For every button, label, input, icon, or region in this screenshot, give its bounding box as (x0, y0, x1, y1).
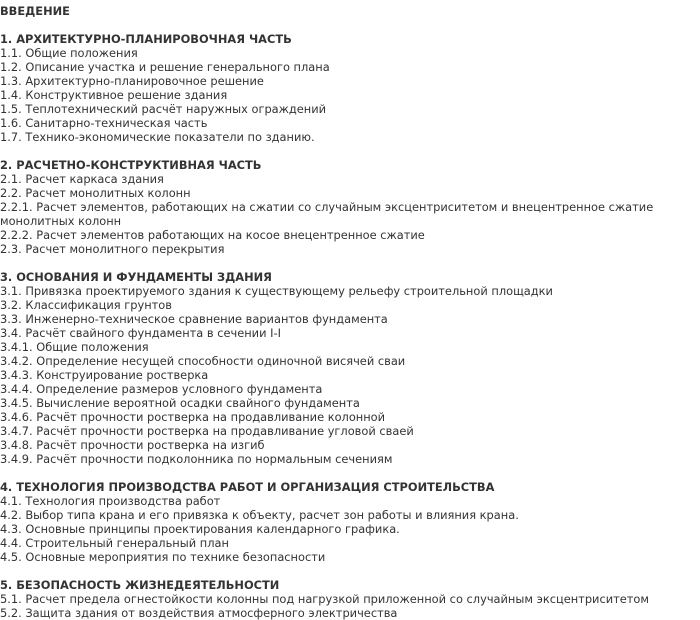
section-title: 1. АРХИТЕКТУРНО-ПЛАНИРОВОЧНАЯ ЧАСТЬ (0, 32, 292, 46)
toc-item: 3.4.9. Расчёт прочности подколонника по нормальным сечениям (0, 452, 393, 466)
toc-item: 2.2. Расчет монолитных колонн (0, 186, 191, 200)
section-title: 4. ТЕХНОЛОГИЯ ПРОИЗВОДСТВА РАБОТ И ОРГАНИЗАЦИЯ СТРОИТЕЛЬСТВА (0, 480, 495, 494)
toc-item: 1.2. Описание участка и решение генерального плана (0, 60, 330, 74)
section-title: 5. БЕЗОПАСНОСТЬ ЖИЗНЕДЕЯТЕЛЬНОСТИ (0, 578, 280, 592)
toc-item: 3.4.2. Определение несущей способности одиночной висячей сваи (0, 354, 406, 368)
toc-item: 4.1. Технология производства работ (0, 494, 221, 508)
section-title: 2. РАСЧЕТНО-КОНСТРУКТИВНАЯ ЧАСТЬ (0, 158, 262, 172)
toc-item: 3.2. Классификация грунтов (0, 298, 172, 312)
toc-item: 1.7. Технико-экономические показатели по зданию. (0, 130, 315, 144)
section-5 (0, 578, 700, 620)
toc-item: 1.6. Санитарно-техническая часть (0, 116, 208, 130)
toc-item: 2.2.1. Расчет элементов, работающих на сжатии со случайным эксцентриситетом и внецентренное сжатие монолитных колонн (0, 200, 654, 228)
toc-item: 1.3. Архитектурно-планировочное решение (0, 74, 264, 88)
toc-item: 3.4.4. Определение размеров условного фундамента (0, 382, 323, 396)
toc-item: 4.5. Основные мероприятия по технике безопасности (0, 550, 326, 564)
toc-item: 2.2.2. Расчет элементов работающих на косое внецентренное сжатие (0, 228, 425, 242)
toc-item: 3.1. Привязка проектируемого здания к существующему рельефу строительной площадки (0, 284, 553, 298)
toc-item: 3.4.3. Конструирование ростверка (0, 368, 209, 382)
toc-item: 3.4. Расчёт свайного фундамента в сечении I-I (0, 326, 281, 340)
section-2 (0, 158, 700, 256)
toc-item: 5.2. Защита здания от воздействия атмосферного электричества (0, 606, 398, 620)
toc-item: 3.4.8. Расчёт прочности ростверка на изгиб (0, 438, 265, 452)
section-3 (0, 270, 700, 466)
section-1 (0, 32, 700, 144)
section-4 (0, 480, 700, 564)
toc-item: 3.4.7. Расчёт прочности ростверка на продавливание угловой сваей (0, 424, 414, 438)
toc-item: 3.4.5. Вычисление вероятной осадки свайного фундамента (0, 396, 360, 410)
toc-item: 4.4. Строительный генеральный план (0, 536, 229, 550)
toc-item: 5.1. Расчет предела огнестойкости колонны под нагрузкой приложенной со случайным эксцентриситетом (0, 592, 649, 606)
toc-item: 3.4.6. Расчёт прочности ростверка на продавливание колонной (0, 410, 386, 424)
toc-item: 3.3. Инженерно-техническое сравнение вариантов фундамента (0, 312, 388, 326)
toc-item: 2.1. Расчет каркаса здания (0, 172, 164, 186)
toc-item: 4.2. Выбор типа крана и его привязка к объекту, расчет зон работы и влияния крана. (0, 508, 519, 522)
toc-item: 2.3. Расчет монолитного перекрытия (0, 242, 225, 256)
toc-item: 4.3. Основные принципы проектирования календарного графика. (0, 522, 400, 536)
toc-item: 3.4.1. Общие положения (0, 340, 149, 354)
toc-item: 1.5. Теплотехнический расчёт наружных ограждений (0, 102, 327, 116)
intro-heading: ВВЕДЕНИЕ (0, 4, 70, 18)
toc-item: 1.4. Конструктивное решение здания (0, 88, 228, 102)
toc-item: 1.1. Общие положения (0, 46, 138, 60)
section-title: 3. ОСНОВАНИЯ И ФУНДАМЕНТЫ ЗДАНИЯ (0, 270, 272, 284)
